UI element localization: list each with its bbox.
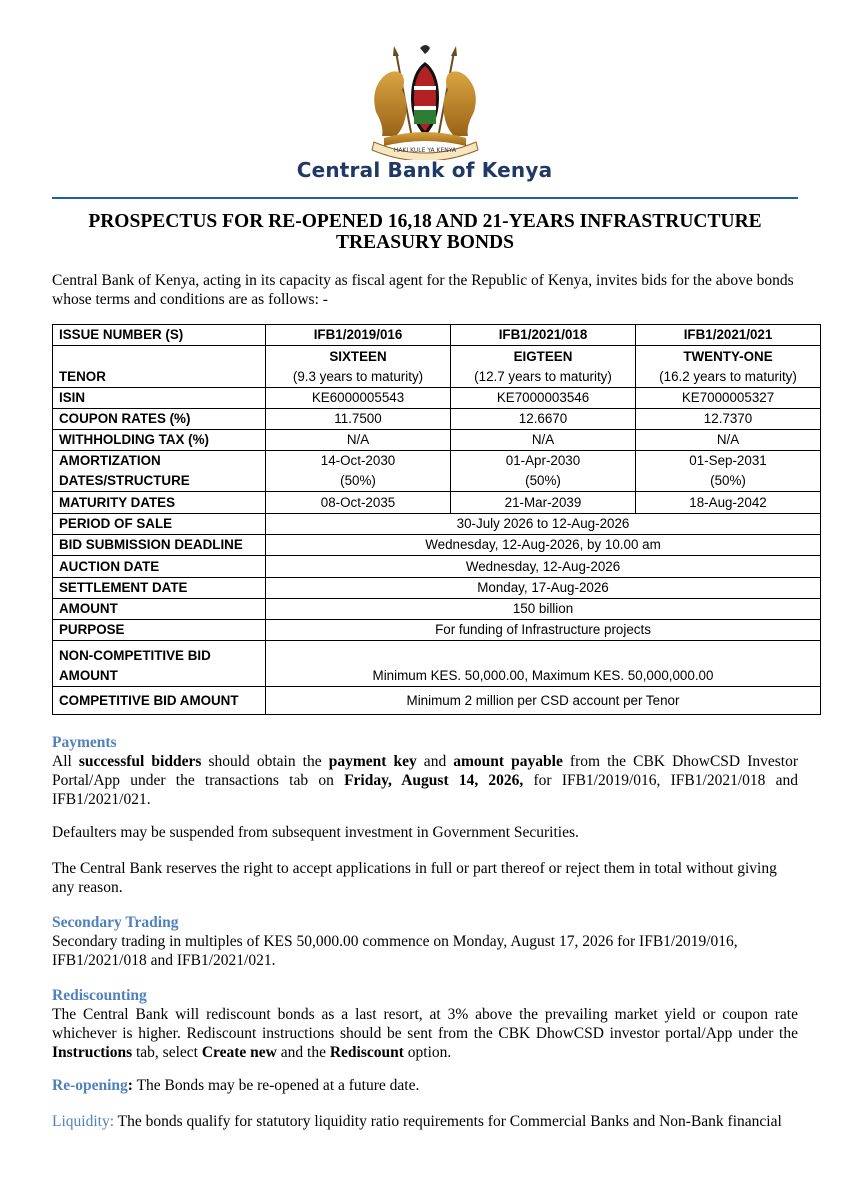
payments-text: and xyxy=(416,753,454,770)
amortization-structure: (50%) xyxy=(340,473,376,488)
settlement-date-value: Monday, 17-Aug-2026 xyxy=(266,578,821,599)
tenor-name: SIXTEEN xyxy=(329,349,387,364)
row-label-auction-date: AUCTION DATE xyxy=(53,556,266,578)
secondary-trading-section xyxy=(52,913,798,970)
rediscounting-text: option. xyxy=(403,1044,452,1061)
tenor-remaining: (9.3 years to maturity) xyxy=(292,369,424,384)
secondary-trading-text: Secondary trading in multiples of KES 50,000.00 commence on Monday, August 17, 2026 for IFB1/2019/016, IFB1/2021/018 and IFB1/2021/021. xyxy=(52,933,738,969)
non-competitive-label-line1: NON-COMPETITIVE BID xyxy=(59,648,211,663)
rediscounting-section xyxy=(52,986,798,1062)
payments-heading: Payments xyxy=(52,734,117,751)
payments-section xyxy=(52,733,798,809)
withholding-cell: N/A xyxy=(266,430,451,451)
reserve-paragraph: The Central Bank reserves the right to accept applications in full or part thereof or reject them in total without giving any reason. xyxy=(52,860,777,896)
row-label-purpose: PURPOSE xyxy=(53,620,266,641)
rediscounting-bold: Create new xyxy=(201,1044,277,1061)
coupon-cell: 11.7500 xyxy=(266,409,451,430)
tenor-remaining: (16.2 years to maturity) xyxy=(659,369,797,384)
non-competitive-label-line2: AMOUNT xyxy=(59,668,118,683)
amortization-date: 01-Sep-2031 xyxy=(689,453,767,468)
document-title: PROSPECTUS FOR RE-OPENED 16,18 AND 21-YEARS INFRASTRUCTURE TREASURY BONDS xyxy=(88,211,762,253)
table-row-withholding xyxy=(53,430,821,451)
row-label-amount: AMOUNT xyxy=(53,599,266,620)
tenor-name: TWENTY-ONE xyxy=(683,349,773,364)
table-row-period-of-sale xyxy=(53,514,821,535)
tenor-cell xyxy=(636,346,821,388)
payments-text: from the CBK DhowCSD Investor Portal/App under the transactions tab on xyxy=(52,753,798,789)
liquidity-text: The bonds qualify for statutory liquidity ratio requirements for Commercial Banks and Non-Bank financial xyxy=(114,1113,782,1130)
rediscounting-text: tab, select xyxy=(132,1044,202,1061)
row-label-non-competitive xyxy=(53,641,266,687)
defaulters-paragraph: Defaulters may be suspended from subsequent investment in Government Securities. xyxy=(52,824,579,841)
amortization-label-line2: DATES/STRUCTURE xyxy=(59,473,190,488)
reopening-paragraph xyxy=(52,1076,798,1095)
row-label-amortization xyxy=(53,451,266,492)
bid-deadline-value: Wednesday, 12-Aug-2026, by 10.00 am xyxy=(266,535,821,556)
amortization-structure: (50%) xyxy=(710,473,746,488)
rediscounting-bold: Rediscount xyxy=(329,1044,404,1061)
row-label-settlement-date: SETTLEMENT DATE xyxy=(53,578,266,599)
amortization-label-line1: AMORTIZATION xyxy=(59,453,161,468)
bank-name: Central Bank of Kenya xyxy=(296,158,553,182)
rediscounting-paragraph xyxy=(52,1005,798,1062)
payments-bold: amount payable xyxy=(453,753,563,770)
payments-text: All xyxy=(52,753,79,770)
maturity-cell: 18-Aug-2042 xyxy=(636,492,821,514)
table-row-tenor xyxy=(53,346,821,388)
withholding-cell: N/A xyxy=(451,430,636,451)
rediscounting-text: The Central Bank will rediscount bonds as a last resort, at 3% above the prevailing market yield or coupon rate whichever is higher. Rediscount instructions should be sent from the CBK DhowCSD investor portal/App under the xyxy=(52,1006,798,1042)
amortization-date: 14-Oct-2030 xyxy=(320,453,396,468)
table-row-auction-date xyxy=(53,556,821,578)
competitive-value: Minimum 2 million per CSD account per Tenor xyxy=(266,687,821,715)
bond-terms-table xyxy=(52,324,821,715)
table-row-purpose xyxy=(53,620,821,641)
isin-cell: KE6000005543 xyxy=(266,388,451,409)
tenor-remaining: (12.7 years to maturity) xyxy=(474,369,612,384)
coupon-cell: 12.7370 xyxy=(636,409,821,430)
non-competitive-value: Minimum KES. 50,000.00, Maximum KES. 50,000,000.00 xyxy=(266,641,821,687)
issue-number-cell: IFB1/2019/016 xyxy=(266,325,451,346)
auction-date-value: Wednesday, 12-Aug-2026 xyxy=(266,556,821,578)
liquidity-paragraph xyxy=(52,1112,798,1131)
issue-number-cell: IFB1/2021/018 xyxy=(451,325,636,346)
table-row-issue-number xyxy=(53,325,821,346)
table-row-non-competitive xyxy=(53,641,821,687)
table-row-settlement-date xyxy=(53,578,821,599)
rediscounting-heading: Rediscounting xyxy=(52,987,147,1004)
liquidity-label: Liquidity: xyxy=(52,1113,114,1130)
row-label-withholding: WITHHOLDING TAX (%) xyxy=(53,430,266,451)
coupon-cell: 12.6670 xyxy=(451,409,636,430)
amortization-cell xyxy=(266,451,451,492)
rediscounting-text: and the xyxy=(276,1044,330,1061)
reopening-label: Re-opening xyxy=(52,1077,128,1094)
row-label-issue-number: ISSUE NUMBER (S) xyxy=(53,325,266,346)
maturity-cell: 08-Oct-2035 xyxy=(266,492,451,514)
maturity-cell: 21-Mar-2039 xyxy=(451,492,636,514)
row-label-period-of-sale: PERIOD OF SALE xyxy=(53,514,266,535)
payments-bold: successful bidders xyxy=(78,753,202,770)
purpose-value: For funding of Infrastructure projects xyxy=(266,620,821,641)
payments-bold: Friday, August 14, 2026, xyxy=(344,772,524,789)
row-label-isin: ISIN xyxy=(53,388,266,409)
amount-value: 150 billion xyxy=(266,599,821,620)
table-row-coupon xyxy=(53,409,821,430)
table-row-maturity xyxy=(53,492,821,514)
row-label-tenor: TENOR xyxy=(53,346,266,388)
isin-cell: KE7000003546 xyxy=(451,388,636,409)
period-of-sale-value: 30-July 2026 to 12-Aug-2026 xyxy=(266,514,821,535)
amortization-date: 01-Apr-2030 xyxy=(505,453,581,468)
reopening-text: The Bonds may be re-opened at a future date. xyxy=(132,1077,420,1094)
row-label-competitive: COMPETITIVE BID AMOUNT xyxy=(53,687,266,715)
row-label-bid-deadline: BID SUBMISSION DEADLINE xyxy=(53,535,266,556)
tenor-name: EIGTEEN xyxy=(513,349,573,364)
withholding-cell: N/A xyxy=(636,430,821,451)
table-row-amount xyxy=(53,599,821,620)
rediscounting-bold: Instructions xyxy=(52,1044,133,1061)
tenor-cell xyxy=(451,346,636,388)
amortization-cell xyxy=(451,451,636,492)
issue-number-cell: IFB1/2021/021 xyxy=(636,325,821,346)
cbk-seal-logo xyxy=(364,42,486,160)
amortization-structure: (50%) xyxy=(525,473,561,488)
table-row-amortization xyxy=(53,451,821,492)
amortization-cell xyxy=(636,451,821,492)
reopening-colon: : xyxy=(127,1077,133,1094)
payments-text: for IFB1/2019/016, IFB1/2021/018 and IFB1/2021/021. xyxy=(52,772,798,808)
seal-motto-text: HAKI KULE YA KENYA xyxy=(393,147,457,154)
isin-cell: KE7000005327 xyxy=(636,388,821,409)
table-row-isin xyxy=(53,388,821,409)
secondary-trading-heading: Secondary Trading xyxy=(52,914,179,931)
tenor-cell xyxy=(266,346,451,388)
payments-bold: payment key xyxy=(328,753,417,770)
table-row-bid-deadline xyxy=(53,535,821,556)
table-row-competitive xyxy=(53,687,821,715)
intro-paragraph: Central Bank of Kenya, acting in its capacity as fiscal agent for the Republic of Kenya, invites bids for the above bonds whose terms and conditions are as follows: - xyxy=(52,272,794,308)
row-label-maturity: MATURITY DATES xyxy=(53,492,266,514)
payments-text: should obtain the xyxy=(201,753,329,770)
header-divider xyxy=(52,197,798,199)
row-label-coupon: COUPON RATES (%) xyxy=(53,409,266,430)
payments-paragraph xyxy=(52,752,798,809)
